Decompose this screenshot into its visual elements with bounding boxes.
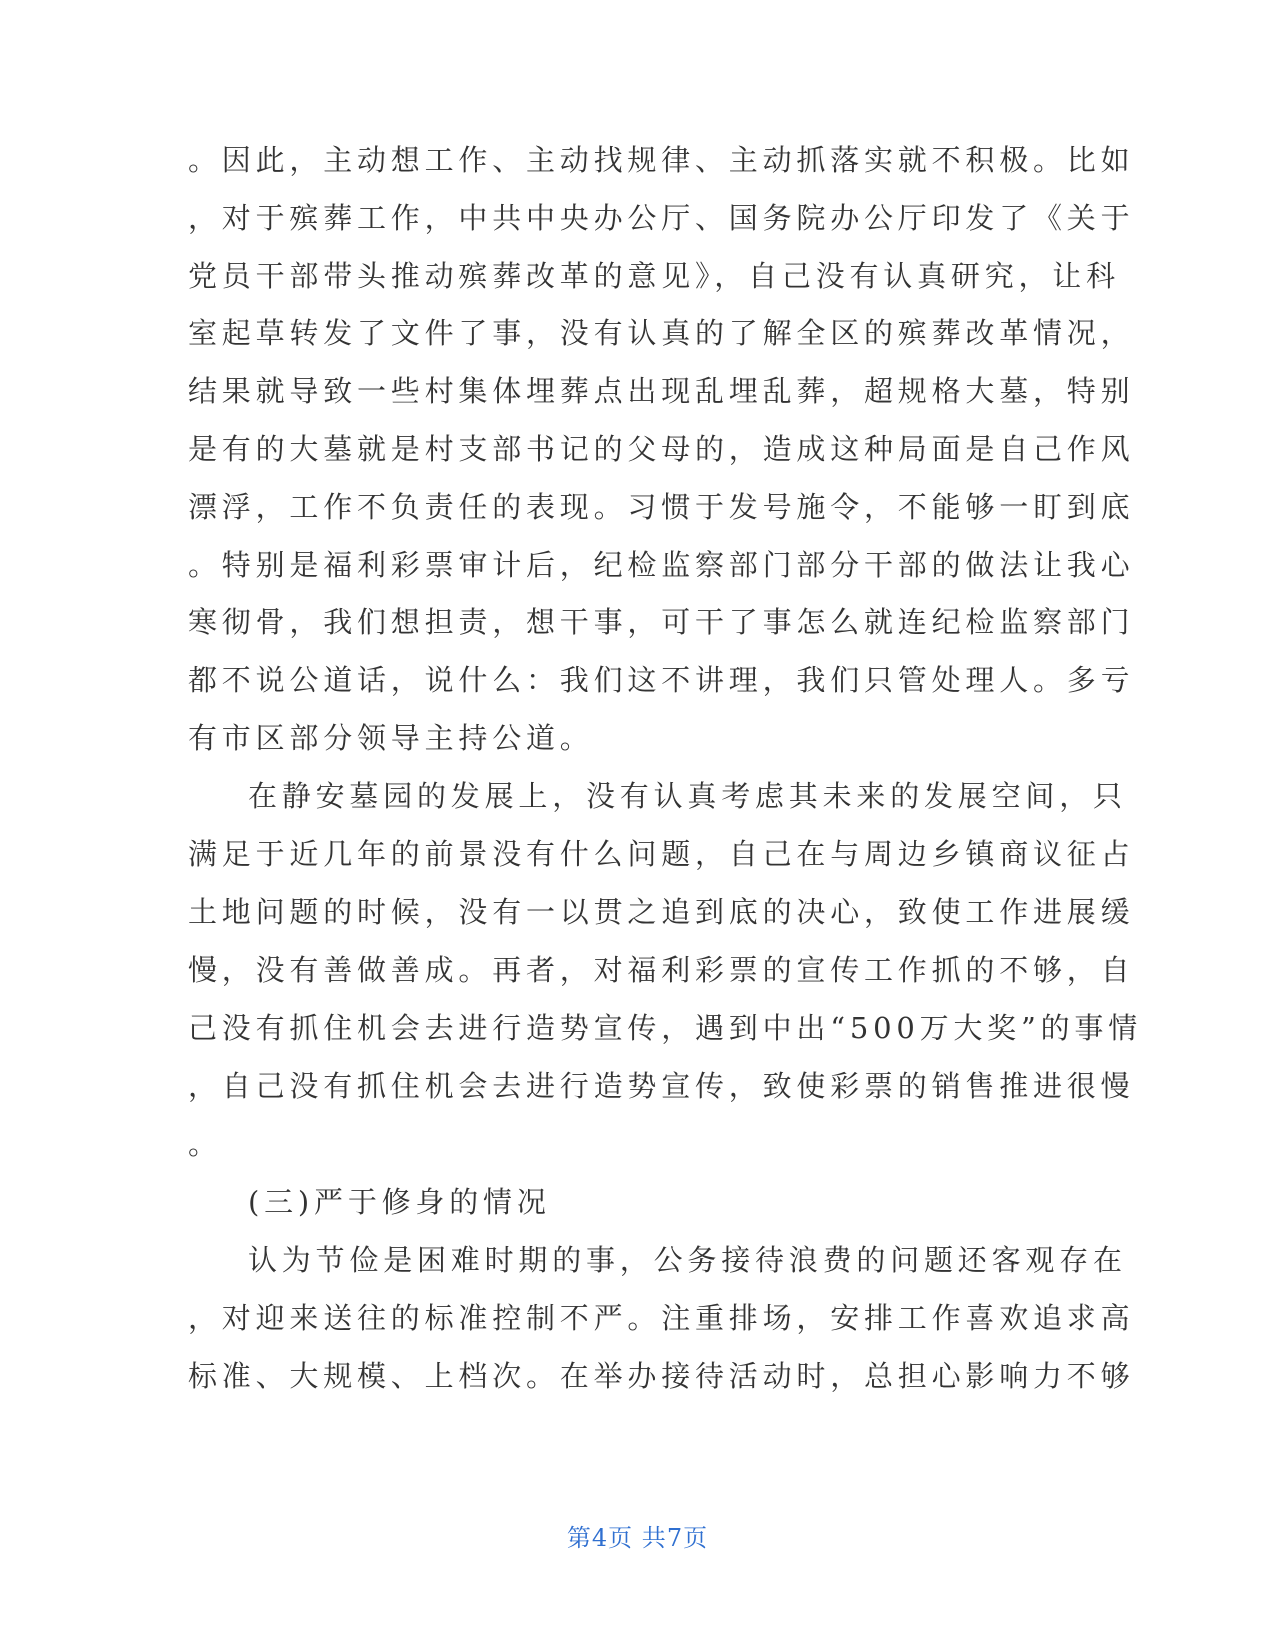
text-line: 慢，没有善做善成。再者，对福利彩票的宣传工作抓的不够，自 [188,953,1135,987]
text-line: ，对迎来送往的标准控制不严。注重排场，安排工作喜欢追求高 [188,1301,1135,1335]
text-line: 室起草转发了文件了事，没有认真的了解全区的殡葬改革情况， [188,316,1135,350]
page-footer [0,1518,1275,1558]
text-line: 。因此，主动想工作、主动找规律、主动抓落实就不积极。比如 [188,143,1135,177]
text-line: 。特别是福利彩票审计后，纪检监察部门部分干部的做法让我心 [188,548,1135,582]
footer-middle: 页 共 [608,1524,667,1552]
text-line: 是有的大墓就是村支部书记的父母的，造成这种局面是自己作风 [188,432,1135,466]
text-line: 党员干部带头推动殡葬改革的意见》，自己没有认真研究，让科 [188,259,1120,293]
text-line: ，自己没有抓住机会去进行造势宣传，致使彩票的销售推进很慢 [188,1069,1135,1103]
footer-suffix: 页 [683,1524,709,1552]
paragraph-start-line: 认为节俭是困难时期的事，公务接待浪费的问题还客观存在 [248,1243,1127,1277]
text-line: 有市区部分领导主持公道。 [188,721,594,755]
section-heading: (三)严于修身的情况 [248,1185,551,1219]
text-line: 。 [188,1127,222,1161]
text-line: 土地问题的时候，没有一以贯之追到底的决心，致使工作进展缓 [188,895,1135,929]
text-line: 都不说公道话，说什么：我们这不讲理，我们只管处理人。多亏 [188,663,1135,697]
text-line: 寒彻骨，我们想担责，想干事，可干了事怎么就连纪检监察部门 [188,605,1135,639]
footer-prefix: 第 [566,1524,592,1552]
current-page-number: 4 [591,1524,609,1552]
text-line: 结果就导致一些村集体埋葬点出现乱埋乱葬，超规格大墓，特别 [188,374,1135,408]
paragraph-start-line: 在静安墓园的发展上，没有认真考虑其未来的发展空间，只 [248,779,1127,813]
total-pages-number: 7 [666,1524,684,1552]
text-line: 漂浮，工作不负责任的表现。习惯于发号施令，不能够一盯到底 [188,490,1135,524]
text-line: 标准、大规模、上档次。在举办接待活动时，总担心影响力不够 [188,1359,1135,1393]
text-line: 满足于近几年的前景没有什么问题，自己在与周边乡镇商议征占 [188,837,1135,871]
text-line: ，对于殡葬工作，中共中央办公厅、国务院办公厅印发了《关于 [188,201,1135,235]
text-line: 己没有抓住机会去进行造势宣传，遇到中出“500万大奖”的事情 [188,1011,1143,1045]
